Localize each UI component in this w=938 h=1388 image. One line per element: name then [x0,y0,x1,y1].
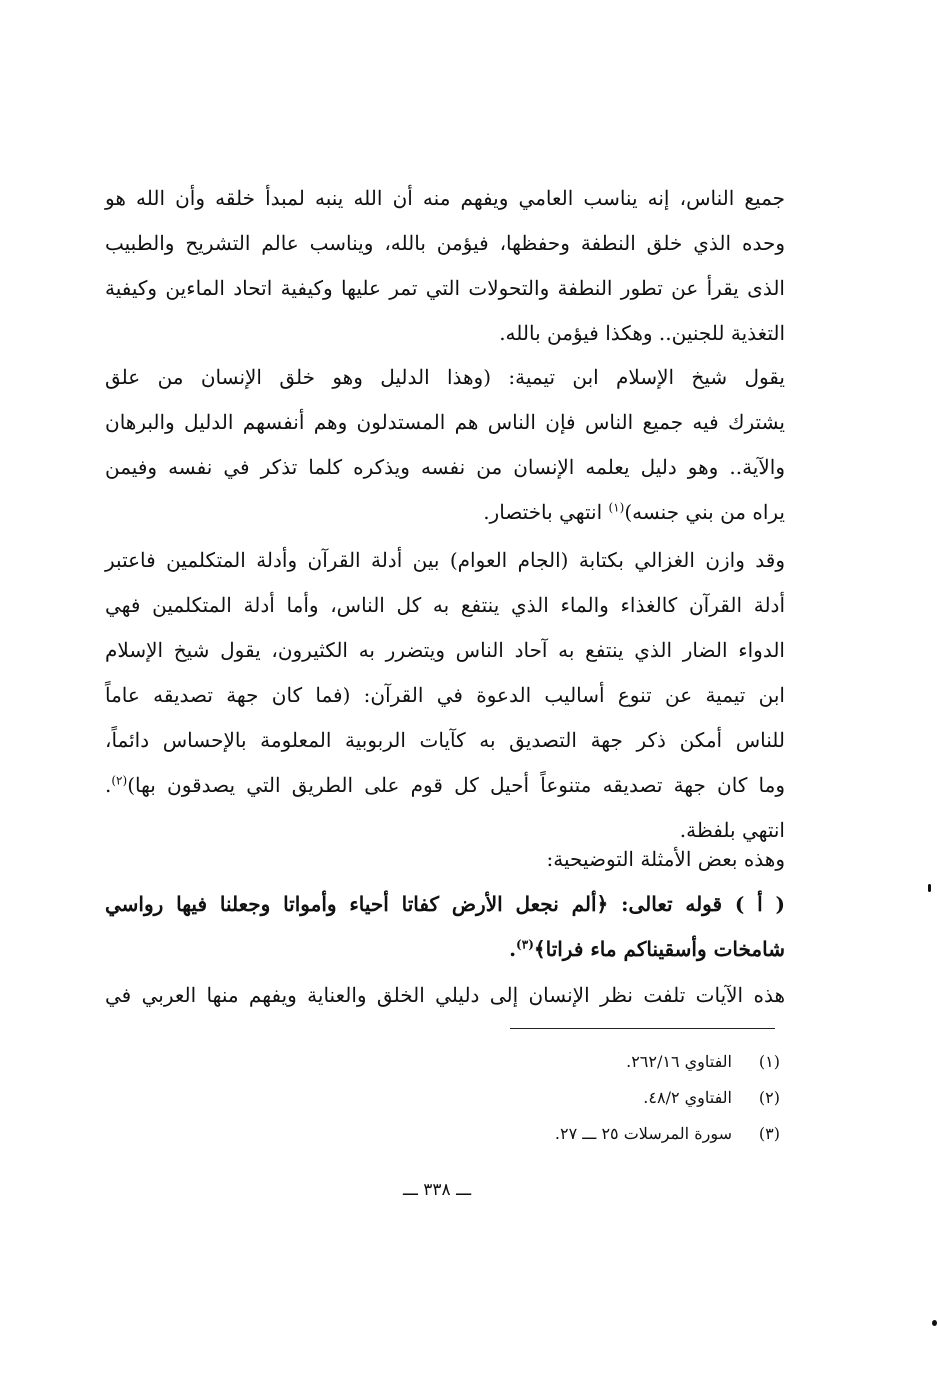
paragraph-line: وما كان جهة تصديقه متنوعاً أحيل كل قوم على الطريق التي يصدقون بها)$^{(٢)}$. [105,773,785,797]
footnote-text: الفتاوي ٤٨/٢. [643,1088,732,1107]
paragraph-line: والآية.. وهو دليل يعلمه الإنسان من نفسه ويذكره كلما تذكر في نفسه وفيمن [105,455,785,479]
paragraph-line: انتهي بلفظة. [679,818,785,842]
paragraph-line: أدلة القرآن كالغذاء والماء الذي ينتفع به كل الناس، وأما أدلة المتكلمين فهي [105,593,785,617]
example-a-line [105,882,785,927]
footnote-text: سورة المرسلات ٢٥ ـــ ٢٧. [554,1124,732,1143]
paragraph-2 [105,355,785,535]
example-a-line-2: شامخات وأسقيناكم ماء فراتا﴾$^{(٣)}$. [509,937,785,961]
paragraph-5 [105,973,785,1018]
paragraph-3 [105,538,785,853]
quote-closing-text: انتهي باختصار. [483,500,603,524]
paragraph-line: وقد وازن الغزالي بكتابة (الجام العوام) بين أدلة القرآن وأدلة المتكلمين فاعتبر [105,548,785,572]
paragraph-1 [105,176,785,356]
quran-verse: شامخات وأسقيناكم ماء فراتا﴾ [533,937,785,961]
footnotes [380,1044,780,1152]
paragraph-line: يقول شيخ الإسلام ابن تيمية: (وهذا الدليل وهو خلق الإنسان من علق [105,365,785,389]
footnote-item [380,1116,780,1152]
footnote-number: (١) [758,1052,780,1071]
paragraph-line: للناس أمكن ذكر جهة التصديق به كآيات الربوبية المعلومة بالإحساس دائماً، [105,728,785,752]
footnote-number: (٢) [758,1088,780,1107]
examples-intro: وهذه بعض الأمثلة التوضيحية: [546,847,785,871]
paragraph-line [105,490,785,535]
footnote-ref[interactable]: (١) [608,500,625,515]
footnote-item [380,1044,780,1080]
quran-verse: ﴿ألم نجعل الأرض كفاتا أحياء وأمواتا وجعلنا فيها رواسي [105,892,609,916]
paragraph-line: ابن تيمية عن تنوع أساليب الدعوة في القرآن: (فما كان جهة تصديقه عاماً [105,683,785,707]
example-label: ( أ ) قوله تعالى: [621,892,786,916]
paragraph-line: يشترك فيه جميع الناس فإن الناس هم المستدلون وهم أنفسهم الدليل والبرهان [105,410,785,434]
paragraph-line: وحده الذي خلق النطفة وحفظها، فيؤمن بالله، ويناسب عالم التشريح والطبيب [105,231,785,255]
footnote-number: (٣) [758,1124,780,1143]
footnote-ref[interactable]: (٣) [516,937,534,952]
paragraph-line: الذى يقرأ عن تطور النطفة والتحولات التي تمر عليها وكيفية اتحاد الماءين وكيفية [105,276,785,300]
paragraph-line: التغذية للجنين.. وهكذا فيؤمن بالله. [499,321,785,345]
paragraph-line: جميع الناس، إنه يناسب العامي ويفهم منه أن الله ينبه لمبدأ خلقه وأن الله هو [105,186,785,210]
examples-section [105,837,785,972]
footnote-ref[interactable]: (٢) [111,773,128,788]
scan-speck [928,884,931,892]
footnote-divider [510,1028,775,1029]
quote-end-text: يراه من بني جنسه) [624,500,785,524]
page-number: ـــ ٣٣٨ ـــ [402,1180,472,1200]
paragraph-line: الدواء الضار الذي ينتفع به آحاد الناس ويتضرر به الكثيرون، يقول شيخ الإسلام [105,638,785,662]
footnote-text: الفتاوي ٢٦٢/١٦. [626,1052,732,1071]
scan-speck [932,1320,937,1326]
footnote-item [380,1080,780,1116]
quote-end-text: وما كان جهة تصديقه متنوعاً أحيل كل قوم على الطريق التي يصدقون بها) [127,773,785,797]
paragraph-line: هذه الآيات تلفت نظر الإنسان إلى دليلي الخلق والعناية ويفهم منها العربي في [105,983,785,1007]
